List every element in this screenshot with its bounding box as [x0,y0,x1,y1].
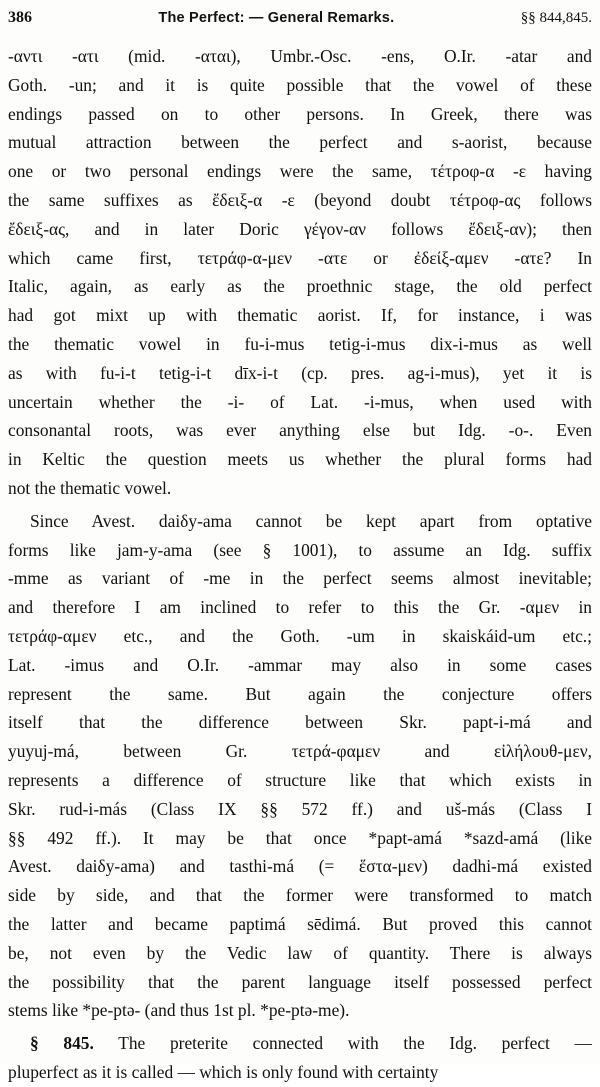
text-line: pluperfect as it is called — which is only found with certainty [8,1061,439,1082]
text-line: as with fu-i-t tetig-i-t dīx-i-t (cp. pres. ag-i-mus), yet it is [8,362,592,383]
body-text [8,42,592,1087]
text-line: Italic, again, as early as the proethnic stage, the old perfect [8,276,592,297]
text-line: and therefore I am inclined to refer to this the Gr. -αμεν in [8,597,592,618]
text-line: the same suffixes as ἔδειξ-α -ε (beyond doubt τέτροφ-ας follows [8,189,592,210]
text-line: be, not even by the Vedic law of quantity. There is always [8,942,592,963]
text-line: Avest. daiδy-ama) and tasthi-má (= ἕστα-μεν) dadhi-má existed [8,856,592,877]
page-number: 386 [8,9,32,26]
text-line: the possibility that the parent language itself possessed perfect [8,971,592,992]
running-title: The Perfect: — General Remarks. [158,10,395,26]
text-line: stems like *pe-ptə- (and thus 1st pl. *pe-ptə-me). [8,1000,350,1021]
text-line: consonantal roots, was ever anything else but Idg. -o-. Even [8,420,592,441]
text-line: -αντι -ατι (mid. -αται), Umbr.-Osc. -ens, O.Ir. -atar and [8,46,592,66]
text-line: the latter and became paptimá sēdimá. But proved this cannot [8,913,592,934]
text-line: endings passed on to other persons. In Greek, there was [8,103,592,124]
text-line: §§ 492 ff.). It may be that once *papt-amá *sazd-amá (like [8,827,592,848]
text-line: ἔδειξ-ας, and in later Doric γέγον-αν follows ἔδειξ-αν); then [8,218,592,239]
text-line: τετράφ-αμεν etc., and the Goth. -um in skaiskáid-um etc.; [8,625,592,646]
text-line: in Keltic the question meets us whether the plural forms had [8,449,592,470]
text-line: -mme as variant of -me in the perfect seems almost inevitable; [8,568,592,589]
text-line: Goth. -un; and it is quite possible that the vowel of these [8,74,592,95]
text-line: side by side, and that the former were transformed to match [8,885,592,906]
running-header [8,8,592,30]
text-line: Skr. rud-i-más (Class IX §§ 572 ff.) and uš-más (Class I [8,798,592,819]
section-label: § 845. [30,1033,94,1054]
text-line: itself that the difference between Skr. papt-i-má and [8,712,592,733]
section-reference: §§ 844,845. [520,10,592,26]
line-text: The preterite connected with the Idg. perfect — [93,1033,592,1054]
text-line: the thematic vowel in fu-i-mus tetig-i-mus dix-i-mus as well [8,333,592,354]
text-line [8,1029,592,1058]
text-line: represents a difference of structure like that which exists in [8,769,592,790]
text-line: not the thematic vowel. [8,477,172,498]
text-line: Lat. -imus and O.Ir. -ammar may also in some cases [8,654,592,675]
text-line: which came first, τετράφ-α-μεν -ατε or ἐδείξ-αμεν -ατε? In [8,247,592,268]
text-line: had got mixt up with thematic aorist. If, for instance, i was [8,305,592,326]
text-line: yuyuj-má, between Gr. τετρά-φαμεν and εἰλήλουθ-μεν, [8,741,592,762]
text-line: Since Avest. daiδy-ama cannot be kept apart from optative [30,510,592,531]
text-line: mutual attraction between the perfect and s-aorist, because [8,132,592,153]
text-line: forms like jam-y-ama (see § 1001), to assume an Idg. suffix [8,539,592,560]
text-line: represent the same. But again the conjecture offers [8,683,592,704]
text-line: one or two personal endings were the same, τέτροφ-α -ε having [8,161,592,182]
text-line: uncertain whether the -i- of Lat. -i-mus, when used with [8,391,592,412]
